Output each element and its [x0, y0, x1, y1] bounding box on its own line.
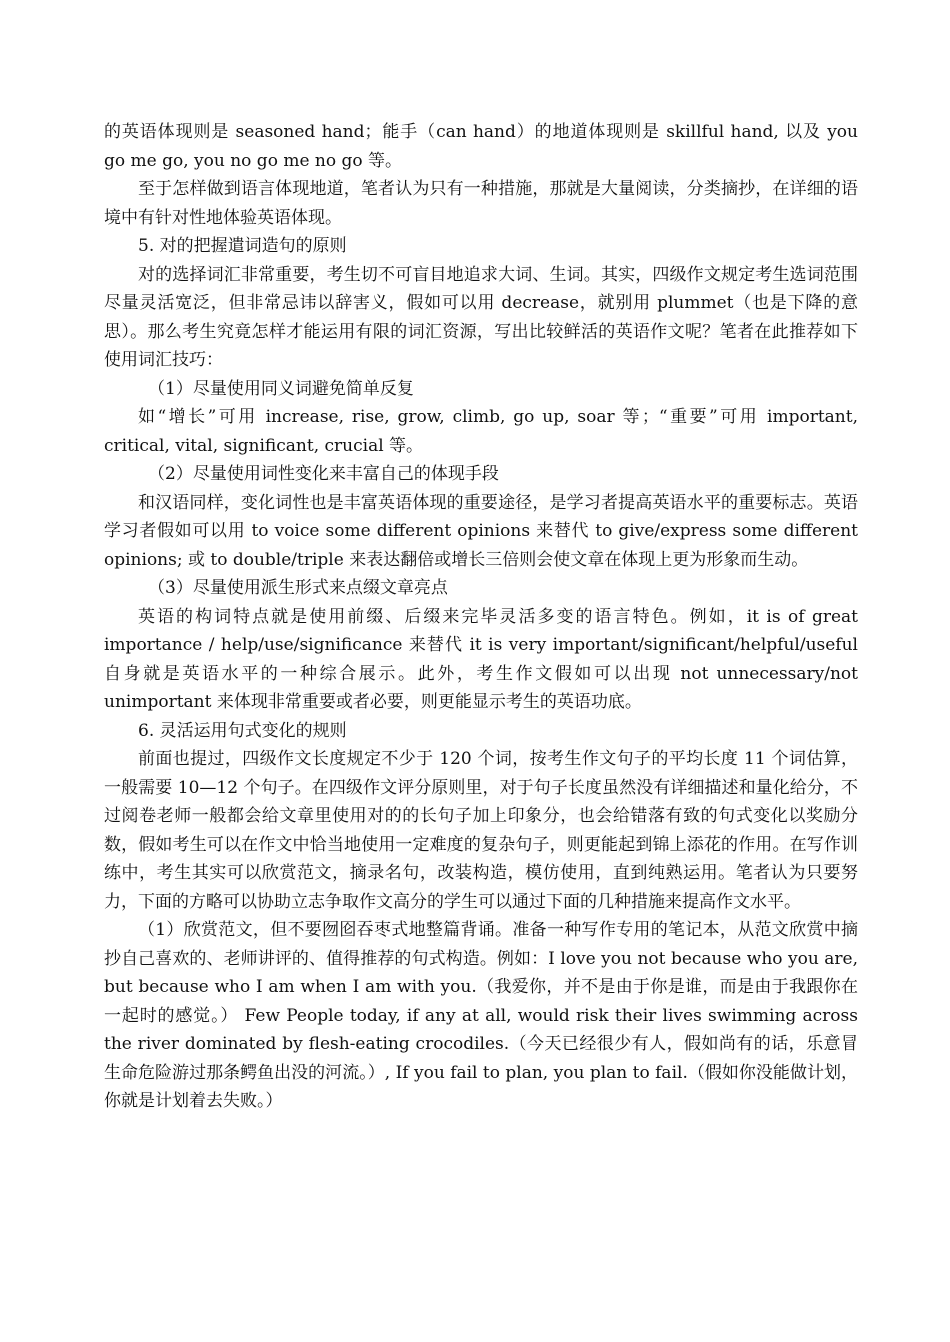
- section-heading-5: 5. 对的把握遣词造句的原则: [138, 236, 347, 256]
- paragraph-reading-method: 至于怎样做到语言体现地道，笔者认为只有一种措施，那就是大量阅读，分类摘抄，在详细的语境中有针对性地体验英语体现。: [104, 179, 858, 228]
- paragraph-sentence-variety: 前面也提过，四级作文长度规定不少于 120 个词，按考生作文句子的平均长度 11 个词估算，一般需要 10—12 个句子。在四级作文评分原则里，对于句子长度虽然没有详细描述和量化给分，不过阅卷老师一般都会给文章里使用对的的长句子加上印象分，也会给错落有致的句式变化以奖励分数，假如考生可以在作文中恰当地使用一定难度的复杂句子，则更能起到锦上添花的作用。在写作训练中，考生其实可以欣赏范文，摘录名句，改装构造，模仿使用，直到纯熟运用。笔者认为只要努力，下面的方略可以协助立志争取作文高分的学生可以通过下面的几种措施来提高作文水平。: [104, 749, 858, 912]
- paragraph-word-class: 和汉语同样，变化词性也是丰富英语体现的重要途径，是学习者提高英语水平的重要标志。英语学习者假如可以用 to voice some different opinions 来替代 to give/express some different opinions; 或 to double/triple 来表达翻倍或增长三倍则会使文章在体现上更为形象而生动。: [104, 492, 858, 570]
- section-heading-6: 6. 灵活运用句式变化的规则: [138, 720, 347, 741]
- subheading-derivation: （3）尽量使用派生形式来点缀文章亮点: [148, 578, 448, 598]
- paragraph-word-choice: 对的选择词汇非常重要，考生切不可盲目地追求大词、生词。其实，四级作文规定考生选词范围尽量灵活宽泛，但非常忌讳以辞害义，假如可以用 decrease，就别用 plummet（也是下降的意思）。那么考生究竟怎样才能运用有限的词汇资源，写出比较鲜活的英语作文呢？笔者在此推荐如下使用词汇技巧：: [104, 264, 858, 370]
- subheading-word-class: （2）尽量使用词性变化来丰富自己的体现手段: [148, 464, 499, 484]
- paragraph-model-essays: （1）欣赏范文，但不要囫囵吞枣式地整篇背诵。准备一种写作专用的笔记本，从范文欣赏中摘抄自己喜欢的、老师讲评的、值得推荐的句式构造。例如：I love you not because who you are, but because who I am when I am with you.（我爱你，并不是由于你是谁，而是由于我跟你在一起时的感觉。） Few People today, if any at all, would risk their lives swimming across the river dominated by flesh-eating crocodiles.（今天已经很少有人，假如尚有的话，乐意冒生命危险游过那条鳄鱼出没的河流。）, If you fail to plan, you plan to fail.（假如你没能做计划，你就是计划着去失败。）: [104, 920, 858, 1111]
- subheading-synonyms: （1）尽量使用同义词避免简单反复: [148, 378, 414, 399]
- paragraph-synonym-examples: 如“增长”可用 increase, rise, grow, climb, go up, soar 等；“重要”可用 important, critical, vital, significant, crucial 等。: [104, 407, 858, 456]
- document-page: [104, 118, 858, 1116]
- paragraph-derivation: 英语的构词特点就是使用前缀、后缀来完毕灵活多变的语言特色。例如，it is of great importance / help/use/significance 来替代 it is very important/significant/helpful/useful 自身就是英语水平的一种综合展示。此外，考生作文假如可以出现 not unnecessary/not unimportant 来体现非常重要或者必要，则更能显示考生的英语功底。: [104, 606, 858, 712]
- paragraph-english-expression: 的英语体现则是 seasoned hand；能手（can hand）的地道体现则是 skillful hand, 以及 you go me go, you no go me no go 等。: [104, 122, 858, 171]
